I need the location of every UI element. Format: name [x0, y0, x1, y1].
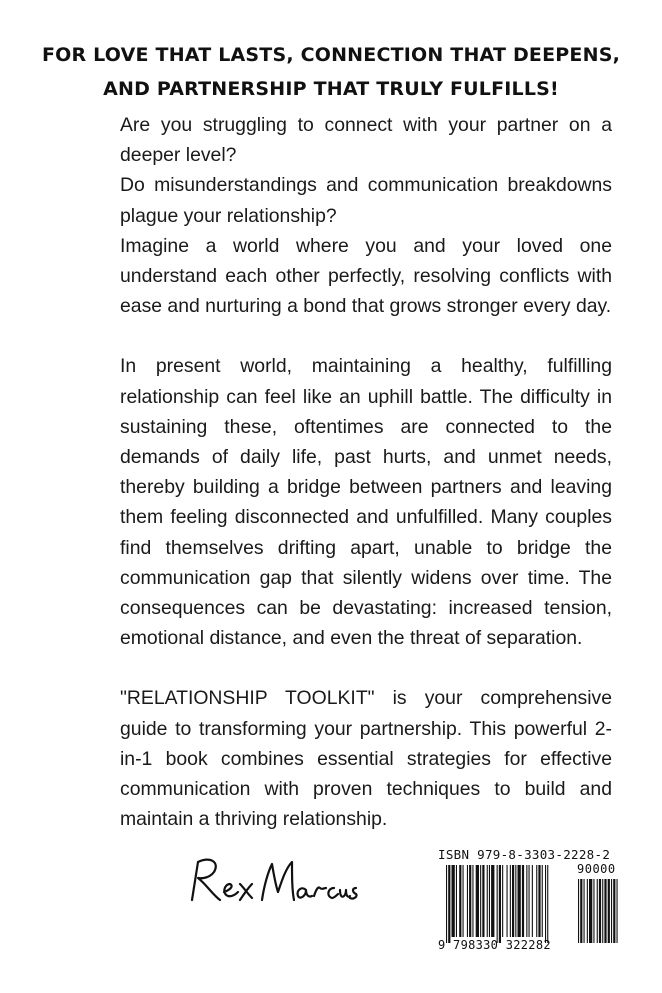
blurb-paragraph: Are you struggling to connect with your partner on a deeper level? — [120, 114, 612, 167]
headline-line-1: FOR LOVE THAT LASTS, CONNECTION THAT DEEPENS, — [41, 44, 620, 66]
blurb-paragraph: "RELATIONSHIP TOOLKIT" is your comprehensive guide to transforming your partnership. This powerful 2-in-1 book combines essential strategies for effective communication with proven techniques to build and maintain a thriving relationship. — [120, 687, 612, 831]
blurb-paragraph: Imagine a world where you and your loved one understand each other perfectly, resolving conflicts with ease and nurturing a bond that grows stronger every day. — [120, 234, 612, 318]
blurb — [120, 110, 612, 834]
headline — [0, 38, 662, 106]
blurb-paragraph: In present world, maintaining a healthy, fulfilling relationship can feel like an uphill battle. The difficulty in sustaining these, oftentimes are connected to the demands of daily life, past hurts, and unmet needs, thereby building a bridge between partners and leaving them feeling disconnected and unfulfilled. Many couples find themselves drifting apart, unable to bridge the communication gap that silently widens over time. The consequences can be devastating: increased tension, emotional distance, and even the threat of separation. — [120, 355, 612, 650]
ean-digits: 9 798330 322282 — [438, 938, 551, 952]
barcode-addon-number: 90000 — [577, 862, 616, 876]
author-signature — [178, 848, 358, 918]
headline-line-2: AND PARTNERSHIP THAT TRULY FULFILLS! — [103, 78, 559, 100]
blurb-paragraph: Do misunderstandings and communication breakdowns plague your relationship? — [120, 174, 612, 227]
isbn-label: ISBN 979-8-3303-2228-2 — [438, 847, 611, 862]
